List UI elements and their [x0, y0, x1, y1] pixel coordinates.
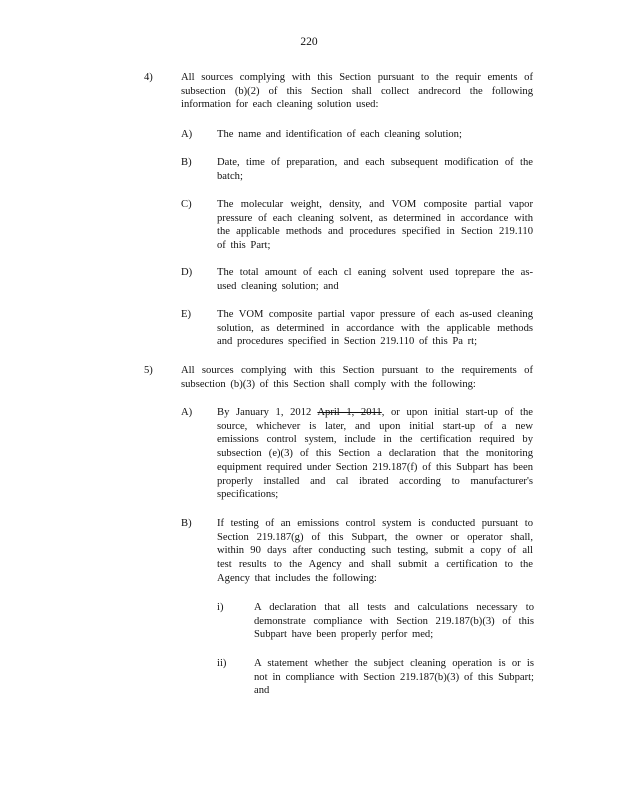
subparagraph-marker: C) [181, 199, 192, 210]
paragraph-marker: 4) [144, 72, 153, 83]
subparagraph-text: The molecular weight, density, and VOM composite partial vapor pressure of each cleaning solvent, as determined in accordance with the applicable methods and procedures specified in Section 219.110 of this Part; [217, 199, 533, 252]
clause-text: A statement whether the subject cleaning operation is or is not in compliance with Section 219.187(b)(3) of this Subpart; and [254, 658, 534, 697]
subparagraph-marker: D) [181, 267, 193, 278]
text-after-deletion: , or upon initial start-up of the source, whichever is later, and upon initial start-up of a new emissions control system, include in the certification required by subsection (e)(3) of this Section a declaration that the monitoring equipment required under Section 219.187(f) of this Subpart has been properly installed and cal ibrated according to manufacturer's specifications; [217, 407, 533, 501]
subparagraph-text: The name and identification of each cleaning solution; [217, 129, 462, 140]
paragraph-text: All sources complying with this Section pursuant to the requir ements of subsection (b)(2) of this Section shall collect andrecord the following information for each cleaning solution used: [181, 72, 533, 111]
subparagraph-text: Date, time of preparation, and each subsequent modification of the batch; [217, 157, 533, 182]
subparagraph-marker: B) [181, 157, 192, 168]
page-number: 220 [300, 36, 318, 48]
clause-text: A declaration that all tests and calculations necessary to demonstrate compliance with Section 219.187(b)(3) of this Subpart have been properly perfor med; [254, 602, 534, 641]
paragraph-marker: 5) [144, 365, 153, 376]
subparagraph-text: The total amount of each cl eaning solvent used toprepare the as-used cleaning solution; and [217, 267, 533, 292]
text-before-deletion: By January 1, 2012 [217, 407, 318, 418]
subparagraph-text [217, 406, 533, 502]
subparagraph-marker: A) [181, 129, 193, 140]
subparagraph-marker: E) [181, 309, 191, 320]
subparagraph-marker: B) [181, 518, 192, 529]
subparagraph-marker: A) [181, 407, 193, 418]
paragraph-text: All sources complying with this Section pursuant to the requirements of subsection (b)(3) of this Section shall comply with the following: [181, 365, 533, 390]
clause-marker: ii) [217, 658, 227, 669]
deleted-text: April 1, 2011 [317, 407, 382, 418]
subparagraph-text: The VOM composite partial vapor pressure of each as-used cleaning solution, as determined in accordance with the applicable methods and procedures specified in Section 219.110 of this Pa rt; [217, 309, 533, 348]
clause-marker: i) [217, 602, 224, 613]
subparagraph-text: If testing of an emissions control system is conducted pursuant to Section 219.187(g) of this Subpart, the owner or operator shall, within 90 days after conducting such testing, submit a copy of all test results to the Agency and shall submit a certification to the Agency that includes the following: [217, 518, 533, 584]
